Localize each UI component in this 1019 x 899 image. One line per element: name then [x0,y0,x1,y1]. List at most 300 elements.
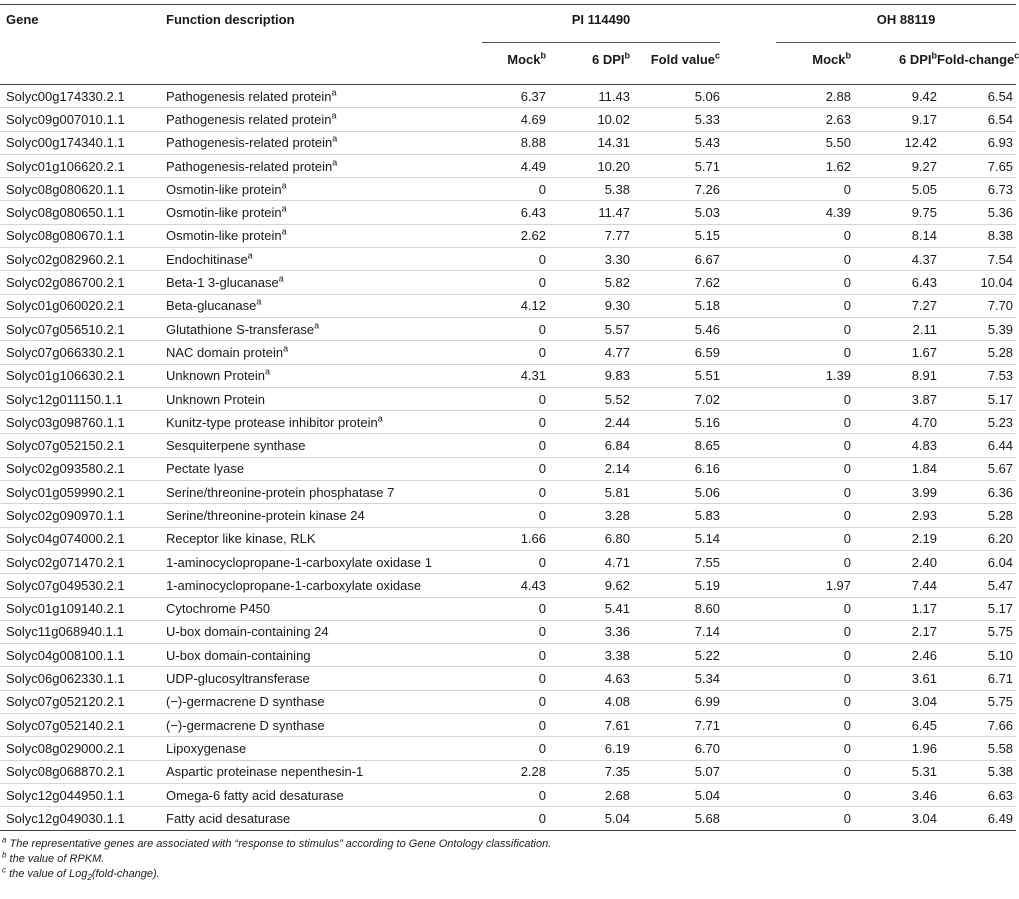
gene-cell: Solyc11g068940.1.1 [6,624,124,640]
table-row [0,504,1016,527]
pi-6dpi-cell: 4.71 [604,554,630,570]
oh-mock-cell: 0 [843,601,852,617]
oh-mock-cell: 0 [843,764,852,780]
spacer-cell [720,667,776,690]
oh-6dpi-cell: 2.11 [912,321,938,337]
header-function: Function description [166,5,482,43]
function-cell: Lipoxygenase [166,740,247,756]
pi-6dpi-cell: 5.38 [604,181,630,197]
pi-6dpi-cell: 5.82 [604,275,630,291]
oh-mock-cell: 0 [843,321,852,337]
function-cell: Beta-glucanase$^a$ [166,296,262,314]
oh-fold-change-cell: 6.49 [987,810,1014,826]
oh-mock-cell: 0 [843,787,852,803]
pi-mock-cell: 0 [538,391,546,407]
function-cell: Serine/threonine-protein phosphatase 7 [166,484,395,500]
table-row [0,387,1016,410]
oh-6dpi-cell: 8.14 [911,228,938,244]
spacer-cell [720,550,776,573]
function-cell: Aspartic proteinase nepenthesin-1 [166,764,364,780]
oh-fold-change-cell: 10.04 [980,275,1014,291]
function-cell: Pathogenesis-related protein$^a$ [166,157,338,174]
oh-6dpi-cell: 1.17 [911,601,938,617]
spacer-cell [720,154,776,177]
pi-mock-cell: 0 [538,181,546,197]
oh-6dpi-cell: 7.27 [911,298,938,314]
pi-fold-value-cell: 5.68 [694,810,721,826]
pi-6dpi-cell: 11.43 [598,88,630,104]
oh-fold-change-cell: 7.70 [987,298,1014,314]
spacer-cell [720,644,776,667]
spacer-cell [720,317,776,340]
pi-6dpi-cell: 5.81 [604,484,630,500]
pi-fold-value-cell: 5.33 [694,111,721,127]
spacer-cell [720,434,776,457]
pi-mock-cell: 4.31 [520,368,546,384]
table-header [0,5,1019,85]
function-cell: U-box domain-containing [166,647,311,663]
oh-fold-change-cell: 6.44 [987,438,1014,454]
oh-mock-cell: 0 [843,671,852,687]
function-cell: Fatty acid desaturase [166,810,291,826]
oh-mock-cell: 1.39 [825,368,852,384]
pi-mock-cell: 1.66 [520,531,546,547]
oh-6dpi-cell: 3.99 [911,484,938,500]
oh-fold-change-cell: 8.38 [987,228,1014,244]
spacer-cell [720,364,776,387]
spacer-cell [720,248,776,271]
header-pi-6dpi: 6 DPI$^b$ [591,50,630,67]
pi-6dpi-cell: 7.61 [604,717,630,733]
table-row [0,574,1016,597]
pi-mock-cell: 0 [538,414,546,430]
footnote-c: $^c$ the value of Log$_2$(fold-change). [2,864,160,882]
function-cell: NAC domain protein$^a$ [166,343,289,360]
pi-fold-value-cell: 6.16 [694,461,721,477]
oh-fold-change-cell: 7.65 [987,158,1014,174]
oh-fold-change-cell: 7.54 [987,251,1014,267]
table-row [0,154,1016,177]
table-row [0,667,1016,690]
table-row [0,527,1016,550]
header-group-pi114490: PI 114490 [482,5,720,43]
function-cell: Pathogenesis-related protein$^a$ [166,133,338,151]
gene-cell: Solyc01g109140.2.1 [6,601,125,617]
pi-6dpi-cell: 6.84 [604,438,630,454]
spacer-cell [720,294,776,317]
pi-mock-cell: 4.69 [520,111,546,127]
pi-fold-value-cell: 5.46 [694,321,721,337]
pi-6dpi-cell: 3.28 [604,507,630,523]
oh-mock-cell: 0 [843,647,852,663]
pi-6dpi-cell: 5.52 [604,391,630,407]
gene-cell: Solyc01g106630.2.1 [6,368,125,384]
oh-6dpi-cell: 8.91 [911,368,938,384]
pi-fold-value-cell: 5.04 [694,787,721,803]
oh-6dpi-cell: 6.43 [911,275,938,291]
function-cell: Kunitz-type protease inhibitor protein$^a$ [166,413,383,430]
pi-mock-cell: 0 [538,810,546,826]
gene-cell: Solyc01g106620.2.1 [6,158,125,174]
oh-6dpi-cell: 1.96 [911,740,938,756]
pi-6dpi-cell: 3.30 [604,251,630,267]
gene-cell: Solyc12g011150.1.1 [6,391,123,407]
oh-fold-change-cell: 6.54 [987,111,1014,127]
pi-6dpi-cell: 3.36 [604,624,630,640]
oh-mock-cell: 0 [843,344,852,360]
gene-cell: Solyc01g059990.2.1 [6,484,125,500]
spacer-cell [720,224,776,247]
oh-fold-change-cell: 6.36 [987,484,1014,500]
oh-fold-change-cell: 5.28 [987,344,1014,360]
function-cell: (−)-germacrene D synthase [166,694,325,710]
table-row [0,550,1016,573]
gene-cell: Solyc07g049530.2.1 [6,577,125,593]
pi-6dpi-cell: 9.62 [604,577,630,593]
function-cell: UDP-glucosyltransferase [166,671,310,687]
pi-mock-cell: 0 [538,694,546,710]
spacer-cell [720,85,776,108]
oh-6dpi-cell: 5.31 [911,764,938,780]
pi-mock-cell: 6.37 [520,88,546,104]
pi-6dpi-cell: 6.80 [604,531,630,547]
oh-mock-cell: 0 [843,251,852,267]
spacer-cell [720,597,776,620]
oh-fold-change-cell: 5.23 [987,414,1014,430]
pi-mock-cell: 0 [538,717,546,733]
function-cell: Osmotin-like protein$^a$ [166,180,287,197]
table-row [0,201,1016,224]
function-cell: Serine/threonine-protein kinase 24 [166,507,365,523]
oh-6dpi-cell: 9.27 [911,158,938,174]
table-row [0,620,1016,643]
table-row [0,294,1016,317]
function-cell: Receptor like kinase, RLK [166,531,316,547]
gene-cell: Solyc06g062330.1.1 [6,671,125,687]
function-cell: Pectate lyase [166,461,245,477]
table-row [0,481,1016,504]
pi-fold-value-cell: 7.55 [694,554,721,570]
pi-6dpi-cell: 7.35 [604,764,630,780]
pi-fold-value-cell: 5.71 [694,158,721,174]
table-row [0,341,1016,364]
oh-mock-cell: 0 [843,554,852,570]
function-cell: Osmotin-like protein$^a$ [166,227,287,244]
pi-fold-value-cell: 5.16 [694,414,721,430]
pi-6dpi-cell: 14.31 [597,135,630,151]
oh-6dpi-cell: 4.83 [911,438,938,454]
gene-cell: Solyc00g174330.2.1 [6,88,125,104]
pi-fold-value-cell: 5.18 [694,298,721,314]
oh-mock-cell: 0 [843,717,852,733]
oh-mock-cell: 4.39 [825,205,852,221]
oh-6dpi-cell: 2.93 [911,507,938,523]
oh-fold-change-cell: 5.47 [987,577,1014,593]
pi-fold-value-cell: 6.59 [694,344,721,360]
spacer-cell [720,201,776,224]
gene-cell: Solyc07g052150.2.1 [6,438,125,454]
pi-fold-value-cell: 5.07 [694,764,721,780]
pi-6dpi-cell: 3.38 [604,647,630,663]
gene-cell: Solyc08g068870.2.1 [6,764,125,780]
oh-mock-cell: 0 [843,298,852,314]
function-cell: Glutathione S-transferase$^a$ [166,320,320,337]
spacer-cell [720,481,776,504]
gene-cell: Solyc12g044950.1.1 [6,787,125,803]
spacer-cell [720,504,776,527]
header-oh-fold-change: Fold-change$^c$ [937,50,1019,67]
spacer-cell [720,131,776,154]
function-cell: Omega-6 fatty acid desaturase [166,787,344,803]
oh-mock-cell: 2.88 [825,88,852,104]
oh-fold-change-cell: 5.75 [987,694,1014,710]
table-row [0,434,1016,457]
table-row [0,411,1016,434]
spacer-cell [720,714,776,737]
function-cell: Pathogenesis related protein$^a$ [166,87,337,104]
oh-mock-cell: 0 [843,275,852,291]
pi-fold-value-cell: 7.62 [694,275,721,291]
oh-fold-change-cell: 5.39 [987,321,1014,337]
table-row [0,457,1016,480]
pi-mock-cell: 8.88 [520,135,546,151]
pi-fold-value-cell: 6.67 [694,251,721,267]
pi-6dpi-cell: 10.20 [597,158,630,174]
pi-mock-cell: 0 [538,601,546,617]
pi-mock-cell: 0 [538,554,546,570]
pi-fold-value-cell: 7.26 [694,181,721,197]
pi-fold-value-cell: 8.60 [694,601,721,617]
pi-6dpi-cell: 9.30 [604,298,630,314]
pi-mock-cell: 0 [538,321,546,337]
oh-fold-change-cell: 6.71 [987,671,1014,687]
footnote-a: $^a$ The representative genes are associated with “response to stimulus” according to Gene Ontology classification. [2,834,552,850]
function-cell: Unknown Protein [166,391,265,407]
header-oh-mock: Mock$^b$ [812,50,852,67]
pi-6dpi-cell: 9.83 [604,368,630,384]
pi-fold-value-cell: 5.14 [694,531,721,547]
oh-fold-change-cell: 5.67 [987,461,1014,477]
pi-6dpi-cell: 11.47 [598,205,630,221]
gene-cell: Solyc02g086700.2.1 [6,275,125,291]
spacer-cell [720,807,776,830]
pi-6dpi-cell: 5.04 [604,810,630,826]
pi-fold-value-cell: 6.99 [694,694,721,710]
oh-6dpi-cell: 9.75 [911,205,938,221]
table-row [0,85,1016,108]
table-row [0,224,1016,247]
table-body [0,85,1016,831]
oh-fold-change-cell: 6.63 [987,787,1014,803]
oh-mock-cell: 0 [843,438,852,454]
pi-6dpi-cell: 5.57 [604,321,630,337]
spacer-cell [720,760,776,783]
table-row [0,364,1016,387]
pi-fold-value-cell: 5.51 [694,368,721,384]
oh-mock-cell: 1.62 [825,158,852,174]
oh-6dpi-cell: 7.44 [911,577,938,593]
gene-expression-table [0,4,1019,831]
oh-6dpi-cell: 2.40 [911,554,938,570]
pi-6dpi-cell: 10.02 [597,111,630,127]
gene-cell: Solyc02g090970.1.1 [6,507,125,523]
table-row [0,807,1016,830]
pi-mock-cell: 2.28 [520,764,546,780]
oh-mock-cell: 0 [843,507,852,523]
pi-mock-cell: 0 [538,740,546,756]
oh-mock-cell: 5.50 [825,135,852,151]
function-cell: Unknown Protein$^a$ [166,366,271,384]
pi-6dpi-cell: 4.63 [604,671,630,687]
oh-mock-cell: 0 [843,531,852,547]
spacer-cell [720,527,776,550]
gene-cell: Solyc07g052120.2.1 [6,694,125,710]
oh-6dpi-cell: 3.04 [911,694,938,710]
oh-fold-change-cell: 6.73 [987,181,1014,197]
gene-cell: Solyc01g060020.2.1 [6,298,125,314]
table-row [0,644,1016,667]
header-pi-mock: Mock$^b$ [507,50,546,67]
oh-fold-change-cell: 6.04 [987,554,1014,570]
oh-6dpi-cell: 9.42 [911,88,938,104]
gene-cell: Solyc03g098760.1.1 [6,414,125,430]
oh-6dpi-cell: 2.19 [911,531,938,547]
pi-fold-value-cell: 5.83 [694,507,721,523]
spacer-cell [720,783,776,806]
oh-6dpi-cell: 1.84 [911,461,938,477]
oh-mock-cell: 0 [843,391,852,407]
pi-mock-cell: 4.49 [520,158,546,174]
oh-6dpi-cell: 1.67 [911,344,938,360]
table-row [0,690,1016,713]
pi-mock-cell: 0 [538,787,546,803]
pi-fold-value-cell: 5.22 [694,647,721,663]
gene-cell: Solyc08g029000.2.1 [6,740,125,756]
oh-mock-cell: 0 [843,181,852,197]
oh-fold-change-cell: 5.38 [987,764,1014,780]
oh-fold-change-cell: 5.17 [987,391,1014,407]
oh-6dpi-cell: 3.61 [911,671,938,687]
spacer-cell [720,341,776,364]
pi-mock-cell: 0 [538,344,546,360]
spacer-cell [720,271,776,294]
pi-6dpi-cell: 4.08 [604,694,630,710]
footnote-b: $^b$ the value of RPKM. [2,849,105,865]
function-cell: Cytochrome P450 [166,601,271,617]
pi-6dpi-cell: 5.41 [604,601,630,617]
pi-mock-cell: 0 [538,624,546,640]
gene-cell: Solyc08g080620.1.1 [6,181,125,197]
oh-mock-cell: 0 [843,484,852,500]
gene-cell: Solyc07g056510.2.1 [6,321,125,337]
oh-fold-change-cell: 5.10 [987,647,1014,663]
table-row [0,317,1016,340]
oh-fold-change-cell: 6.20 [987,531,1014,547]
function-cell: 1-aminocyclopropane-1-carboxylate oxidase [166,577,422,593]
pi-mock-cell: 0 [538,461,546,477]
spacer-cell [720,178,776,201]
spacer-cell [720,411,776,434]
spacer-cell [720,574,776,597]
gene-cell: Solyc04g074000.2.1 [6,531,125,547]
function-cell: Beta-1 3-glucanase$^a$ [166,273,284,291]
spacer-cell [720,690,776,713]
function-cell: Pathogenesis related protein$^a$ [166,110,337,127]
pi-fold-value-cell: 5.34 [694,671,721,687]
pi-mock-cell: 4.43 [520,577,546,593]
table-row [0,714,1016,737]
oh-6dpi-cell: 5.05 [911,181,938,197]
gene-cell: Solyc02g093580.2.1 [6,461,125,477]
pi-6dpi-cell: 7.77 [604,228,630,244]
oh-mock-cell: 0 [843,740,852,756]
header-oh-6dpi: 6 DPI$^b$ [899,50,938,67]
pi-fold-value-cell: 5.43 [694,135,721,151]
function-cell: Osmotin-like protein$^a$ [166,203,287,221]
oh-fold-change-cell: 6.93 [987,135,1014,151]
gene-cell: Solyc12g049030.1.1 [6,810,125,826]
oh-fold-change-cell: 5.36 [987,205,1014,221]
oh-6dpi-cell: 4.70 [911,414,938,430]
oh-mock-cell: 0 [843,461,852,477]
function-cell: (−)-germacrene D synthase [166,717,325,733]
gene-cell: Solyc08g080650.1.1 [6,205,125,221]
oh-6dpi-cell: 2.46 [911,647,938,663]
oh-mock-cell: 0 [843,624,852,640]
pi-6dpi-cell: 2.44 [604,414,630,430]
header-gene: Gene [0,5,166,43]
oh-fold-change-cell: 5.28 [987,507,1014,523]
gene-cell: Solyc02g071470.2.1 [6,554,125,570]
footnotes [0,834,1016,882]
table-row [0,108,1016,131]
oh-fold-change-cell: 6.54 [987,88,1014,104]
function-cell: Endochitinase$^a$ [166,250,253,267]
pi-fold-value-cell: 5.19 [694,577,721,593]
pi-mock-cell: 0 [538,507,546,523]
function-cell: 1-aminocyclopropane-1-carboxylate oxidase 1 [166,554,432,570]
oh-6dpi-cell: 3.87 [911,391,938,407]
pi-fold-value-cell: 5.06 [694,88,721,104]
header-group-oh88119: OH 88119 [776,5,1016,43]
pi-mock-cell: 0 [538,647,546,663]
pi-6dpi-cell: 2.14 [604,461,630,477]
gene-cell: Solyc08g080670.1.1 [6,228,125,244]
gene-cell: Solyc00g174340.1.1 [6,135,125,151]
spacer-cell [720,737,776,760]
oh-6dpi-cell: 2.17 [911,624,938,640]
oh-mock-cell: 1.97 [825,577,852,593]
table-row [0,760,1016,783]
table-row [0,597,1016,620]
pi-fold-value-cell: 7.14 [694,624,721,640]
oh-mock-cell: 0 [843,228,852,244]
pi-6dpi-cell: 6.19 [604,740,630,756]
oh-6dpi-cell: 3.04 [911,810,938,826]
oh-mock-cell: 2.63 [825,111,852,127]
oh-6dpi-cell: 12.42 [904,135,938,151]
oh-6dpi-cell: 4.37 [911,251,938,267]
pi-fold-value-cell: 7.71 [694,717,721,733]
pi-6dpi-cell: 2.68 [604,787,630,803]
oh-6dpi-cell: 3.46 [911,787,938,803]
table-row [0,178,1016,201]
spacer-cell [720,387,776,410]
oh-fold-change-cell: 7.53 [987,368,1014,384]
table-row [0,131,1016,154]
oh-mock-cell: 0 [843,694,852,710]
pi-mock-cell: 0 [538,251,546,267]
